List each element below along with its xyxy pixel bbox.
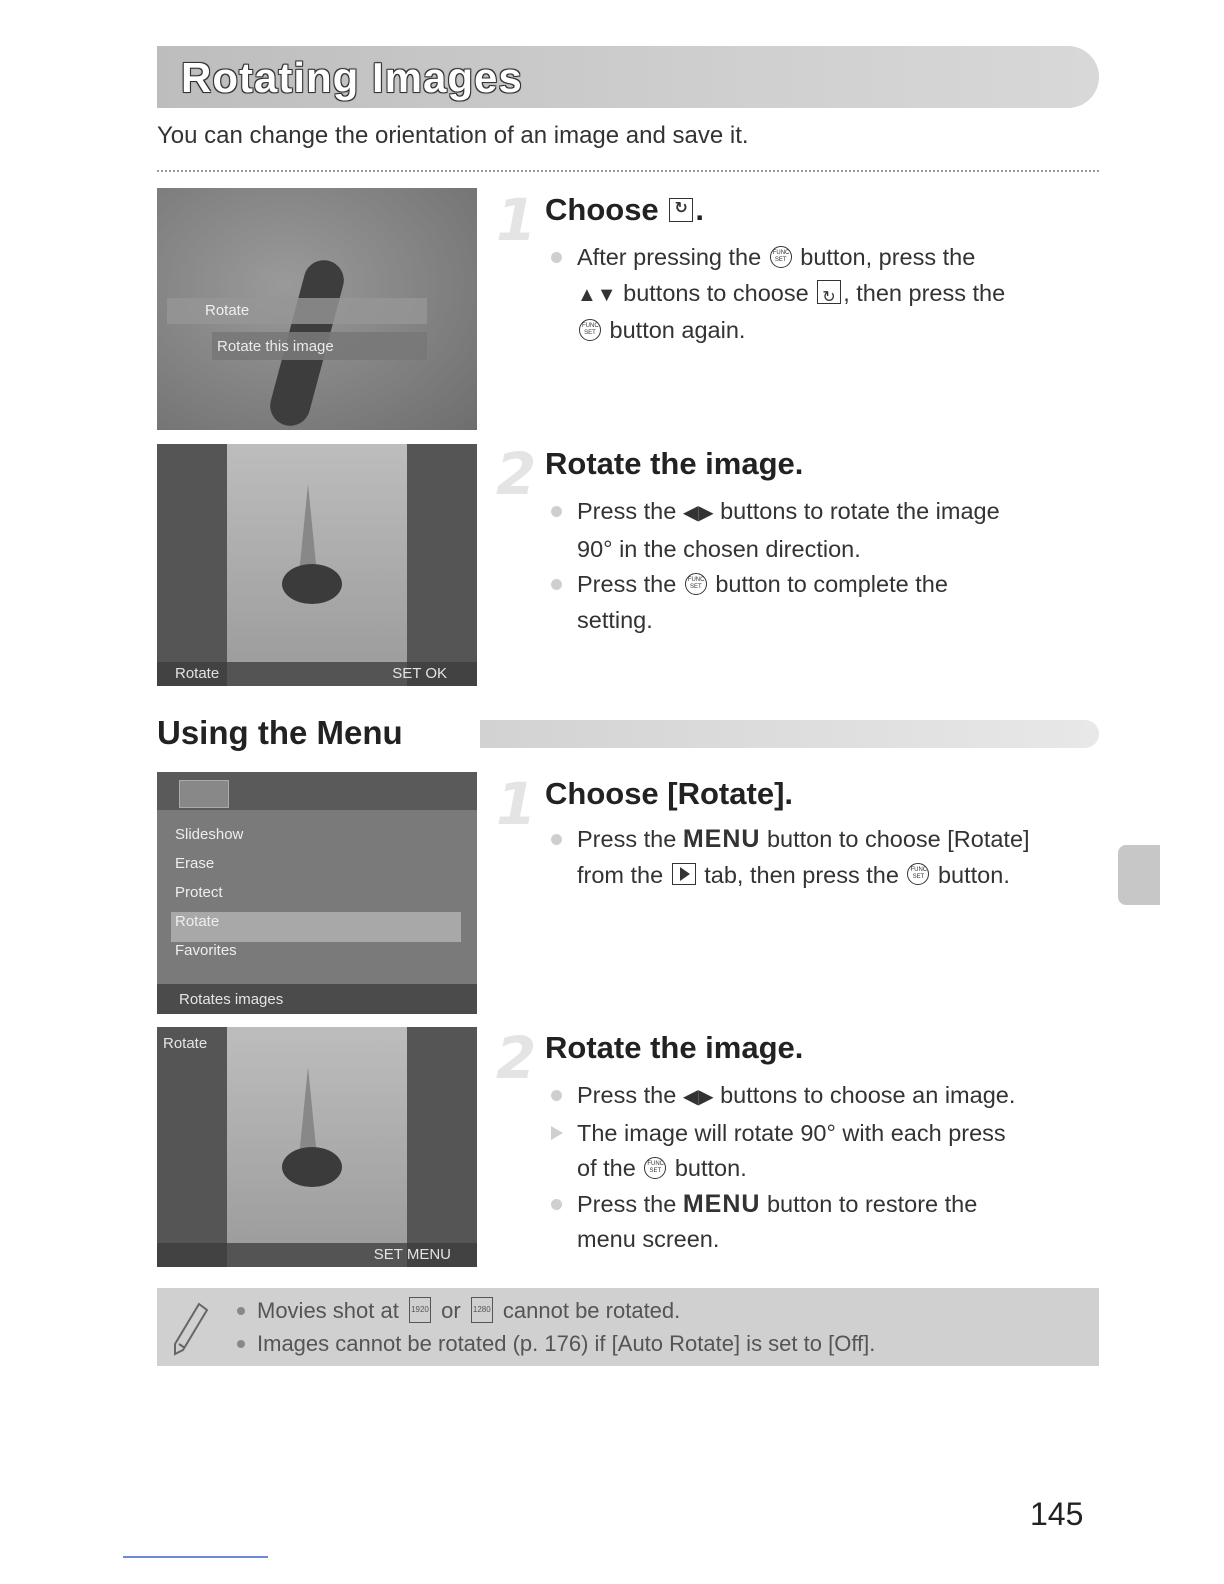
menu-button-label: MENU	[682, 825, 761, 853]
up-down-arrows-icon: ▲▼	[577, 283, 617, 306]
screenshot-rotated-image	[157, 444, 477, 686]
list-item: Press the FUNC SET button to complete the setting.	[549, 567, 1109, 638]
page-title: Rotating Images	[181, 54, 523, 101]
list-item: Erase	[175, 855, 215, 872]
step-title: Choose [Rotate].	[545, 776, 793, 811]
list-item: Press the MENU button to restore the menu screen.	[549, 1187, 1109, 1258]
left-right-arrows-icon: ◀▶	[682, 502, 714, 524]
page-number: 145	[1030, 1496, 1084, 1532]
func-set-icon	[685, 573, 707, 595]
screenshot-rotate-menu	[157, 188, 477, 430]
step-body	[549, 822, 1109, 893]
list-item: After pressing the FUNC SET button, press the ▲▼ buttons to choose ↻ , then press the FUNC SET button again.	[549, 240, 1109, 349]
screenshot-playback-menu	[157, 772, 477, 1014]
shot3-hint: Rotates images	[179, 991, 284, 1008]
playback-icon	[672, 863, 696, 885]
link-underline[interactable]	[123, 1556, 268, 1558]
step-title: Rotate the image.	[545, 446, 804, 481]
menu-button-label: MENU	[682, 1189, 761, 1218]
note-list	[237, 1294, 875, 1360]
func-set-icon	[907, 863, 929, 885]
list-item: Slideshow	[175, 826, 244, 843]
section-title: Using the Menu	[157, 714, 403, 751]
list-item: Press the ◀▶ buttons to rotate the image 90° in the chosen direction.	[549, 494, 1109, 567]
left-right-arrows-icon: ◀▶	[682, 1086, 714, 1108]
step-body	[549, 494, 1109, 638]
func-set-icon	[770, 246, 792, 268]
note-box	[157, 1288, 1099, 1366]
func-set-icon	[579, 319, 601, 341]
shot1-hint: Rotate this image	[217, 338, 334, 355]
list-item: Favorites	[175, 942, 237, 959]
list-item: Press the ◀▶ buttons to choose an image.	[549, 1078, 1109, 1116]
shot4-footer: SET MENU	[373, 1246, 451, 1263]
intro-text: You can change the orientation of an image and save it.	[157, 122, 749, 149]
step-title: Rotate the image.	[545, 1030, 804, 1065]
step-number: 1	[496, 186, 537, 254]
screenshot-rotate-screen	[157, 1027, 477, 1267]
list-item: Rotate	[175, 913, 220, 930]
rotate-icon	[817, 280, 841, 304]
step-body	[549, 1078, 1109, 1258]
shot1-menu-item: Rotate	[205, 302, 250, 319]
step-title: Choose ↻ .	[545, 192, 704, 228]
chapter-tab	[1118, 845, 1160, 905]
shot4-title: Rotate	[163, 1035, 208, 1052]
step-number: 2	[496, 1024, 537, 1092]
step-number: 1	[496, 770, 537, 838]
rotate-icon	[669, 198, 693, 222]
page-title-banner	[157, 46, 1099, 108]
pencil-icon	[171, 1300, 211, 1356]
list-item: Images cannot be rotated (p. 176) if [Auto Rotate] is set to [Off].	[237, 1327, 875, 1360]
list-item: The image will rotate 90° with each press of the FUNC SET button.	[549, 1116, 1109, 1187]
func-set-icon	[644, 1157, 666, 1179]
list-item: Protect	[175, 884, 223, 901]
movie-1920-icon: 1920	[409, 1297, 431, 1323]
section-bar	[480, 720, 1099, 748]
divider	[157, 170, 1099, 172]
step-number: 2	[496, 440, 537, 508]
list-item: Press the MENU button to choose [Rotate] from the tab, then press the FUNC SET button.	[549, 822, 1109, 893]
shot2-right-hint: SET OK	[392, 665, 447, 682]
shot2-left-hint: Rotate	[175, 665, 220, 682]
movie-1280-icon: 1280	[471, 1297, 493, 1323]
list-item: Movies shot at 1920 or 1280 cannot be rotated.	[237, 1294, 875, 1327]
step-body	[549, 240, 1109, 349]
